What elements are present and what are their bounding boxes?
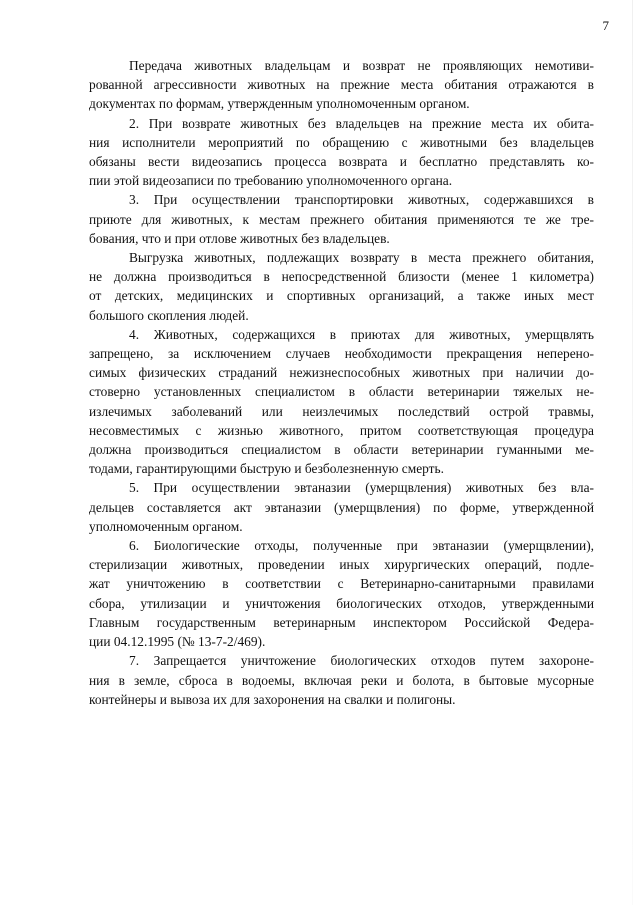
text-line: 3. При осуществлении транспортировки животных, содержавшихся в bbox=[129, 192, 594, 208]
text-line: дельцев составляется акт эвтаназии (умерщвления) по форме, утвержденной bbox=[89, 499, 594, 515]
text-line: от детских, медицинских и спортивных организаций, а также иных мест bbox=[89, 288, 594, 304]
text-line: обязаны вести видеозапись процесса возврата и бесплатно представлять ко- bbox=[89, 154, 594, 170]
paragraph-item-2 bbox=[89, 114, 594, 191]
text-line: уполномоченным органом. bbox=[89, 518, 243, 534]
page-number: 7 bbox=[602, 18, 609, 33]
text-line: 6. Биологические отходы, полученные при эвтаназии (умерщвлении), bbox=[129, 538, 594, 554]
text-line: сбора, утилизации и уничтожения биологических отходов, утвержденными bbox=[89, 595, 594, 611]
text-line: рованной агрессивности животных на прежние места обитания отражаются в bbox=[89, 77, 594, 93]
text-line: Выгрузка животных, подлежащих возврату в места прежнего обитания, bbox=[129, 250, 594, 266]
document-body bbox=[89, 56, 594, 709]
text-line: бования, что и при отлове животных без владельцев. bbox=[89, 230, 390, 246]
text-line: контейнеры и вывоза их для захоронения на свалки и полигоны. bbox=[89, 691, 456, 707]
paragraph-item-7 bbox=[89, 651, 594, 709]
text-line: Передача животных владельцам и возврат не проявляющих немотиви- bbox=[129, 58, 594, 73]
scan-edge-shadow bbox=[632, 0, 633, 905]
text-line: Главным государственным ветеринарным инспектором Российской Федера- bbox=[89, 614, 594, 630]
text-line: 5. При осуществлении эвтаназии (умерщвления) животных без вла- bbox=[129, 480, 594, 496]
text-line: приюте для животных, к местам прежнего обитания применяются те же тре- bbox=[89, 211, 594, 227]
text-line: тодами, гарантирующими быструю и безболезненную смерть. bbox=[89, 461, 444, 477]
text-line: стоверно установленных специалистом в области ветеринарии тяжелых не- bbox=[89, 384, 594, 400]
text-line: запрещено, за исключением случаев необходимости прекращения неперено- bbox=[89, 346, 594, 362]
text-line: излечимых заболеваний или неизлечимых последствий острой травмы, bbox=[89, 403, 594, 419]
paragraph-item-3 bbox=[89, 190, 594, 248]
paragraph-unloading bbox=[89, 248, 594, 325]
text-line: несовместимых с жизнью животного, притом соответствующая процедура bbox=[89, 422, 594, 438]
text-line: большого скопления людей. bbox=[89, 307, 249, 323]
text-line: ции 04.12.1995 (№ 13-7-2/469). bbox=[89, 634, 266, 650]
text-line: ния в земле, сброса в водоемы, включая реки и болота, в бытовые мусорные bbox=[89, 672, 594, 688]
paragraph-transfer-documentation bbox=[89, 56, 594, 114]
paragraph-item-6 bbox=[89, 536, 594, 651]
text-line: стерилизации животных, проведении иных хирургических операций, подле- bbox=[89, 557, 594, 573]
paragraph-item-4 bbox=[89, 325, 594, 479]
text-line: не должна производиться в непосредственной близости (менее 1 километра) bbox=[89, 269, 594, 285]
text-line: жат уничтожению в соответствии с Ветеринарно-санитарными правилами bbox=[89, 576, 594, 592]
text-line: документах по формам, утвержденным уполномоченным органом. bbox=[89, 96, 470, 112]
paragraph-item-5 bbox=[89, 478, 594, 536]
text-line: 7. Запрещается уничтожение биологических отходов путем захороне- bbox=[129, 653, 594, 669]
text-line: 4. Животных, содержащихся в приютах для животных, умерщвлять bbox=[129, 326, 594, 342]
text-line: симых физических страданий нежизнеспособных животных при наличии до- bbox=[89, 365, 594, 381]
text-line: ния исполнители мероприятий по обращению с животными без владельцев bbox=[89, 134, 594, 150]
text-line: пии этой видеозаписи по требованию уполномоченного органа. bbox=[89, 173, 453, 189]
text-line: должна производиться специалистом в области ветеринарии гуманными ме- bbox=[89, 442, 594, 458]
text-line: 2. При возврате животных без владельцев на прежние места их обита- bbox=[129, 115, 594, 131]
